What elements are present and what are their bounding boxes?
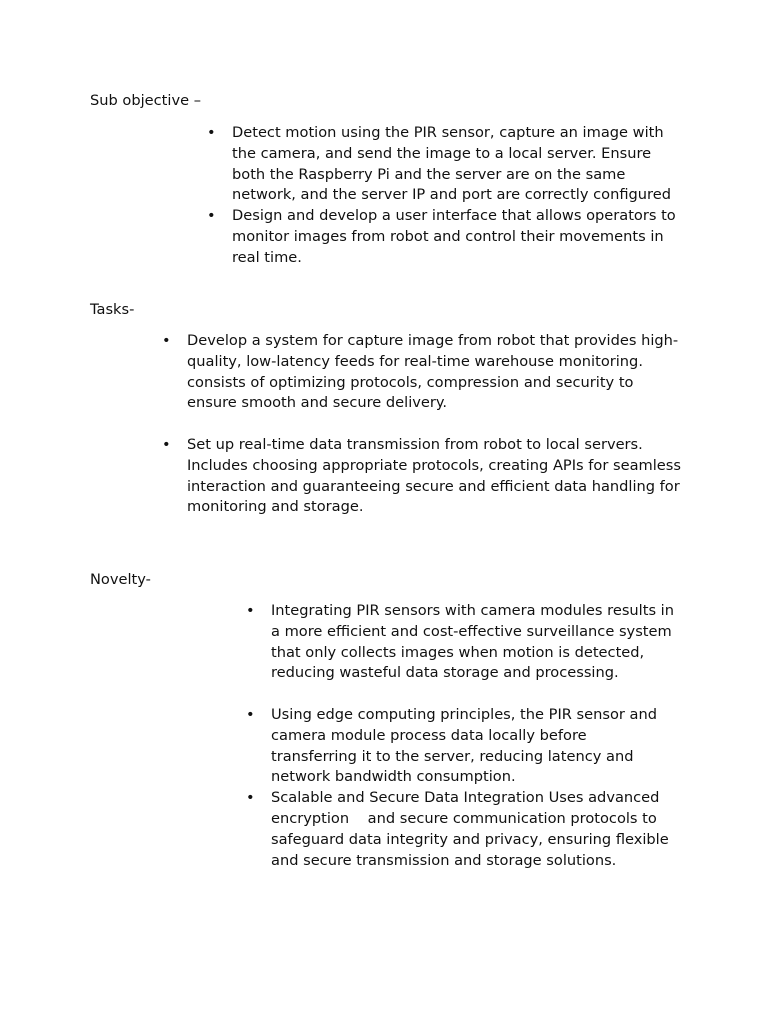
tasks-list xyxy=(162,331,682,518)
tasks-heading: Tasks- xyxy=(90,301,135,318)
bullet-icon: • xyxy=(207,207,216,225)
list-item-text: Using edge computing principles, the PIR sensor and camera module process data locally before transferring it to the server, reducing latency and network bandwidth consumption. xyxy=(271,705,657,786)
list-item-text: Design and develop a user interface that allows operators to monitor images from robot and control their movements in real time. xyxy=(232,207,676,266)
sub-objective-list xyxy=(207,123,682,269)
list-item xyxy=(207,123,682,206)
bullet-icon: • xyxy=(162,332,171,349)
bullet-icon: • xyxy=(207,124,216,141)
list-item xyxy=(246,705,676,788)
bullet-icon: • xyxy=(246,705,255,723)
list-item xyxy=(162,435,682,518)
list-item-text: Set up real-time data transmission from robot to local servers. Includes choosing appropriate protocols, creating APIs for seamless interaction and guaranteeing secure and efficient data handling for monitoring and storage. xyxy=(187,435,681,516)
list-item xyxy=(207,206,682,268)
bullet-icon: • xyxy=(246,789,255,807)
bullet-icon: • xyxy=(162,435,171,453)
list-item-text: Detect motion using the PIR sensor, capture an image with the camera, and send the image to a local server. Ensure both the Raspberry Pi and the server are on the same network, and the server IP and port are correctly configured xyxy=(232,124,671,204)
list-item xyxy=(162,331,682,414)
list-item-text: Scalable and Secure Data Integration Uses advanced encryption and secure communication protocols to safeguard data integrity and privacy, ensuring flexible and secure transmission and storage solutions. xyxy=(271,789,674,869)
novelty-heading: Novelty- xyxy=(90,571,151,588)
bullet-icon: • xyxy=(246,602,255,619)
list-item-text: Develop a system for capture image from robot that provides high-quality, low-latency feeds for real-time warehouse monitoring. consists of optimizing protocols, compression and security to ensure smooth and secure delivery. xyxy=(187,332,679,412)
sub-objective-heading: Sub objective – xyxy=(90,92,201,109)
list-item-text: Integrating PIR sensors with camera modules results in a more efficient and cost-effective surveillance system that only collects images when motion is detected, reducing wasteful data storage and processing. xyxy=(271,602,674,682)
list-item xyxy=(246,601,676,684)
list-item xyxy=(246,788,676,871)
novelty-list xyxy=(246,601,676,871)
